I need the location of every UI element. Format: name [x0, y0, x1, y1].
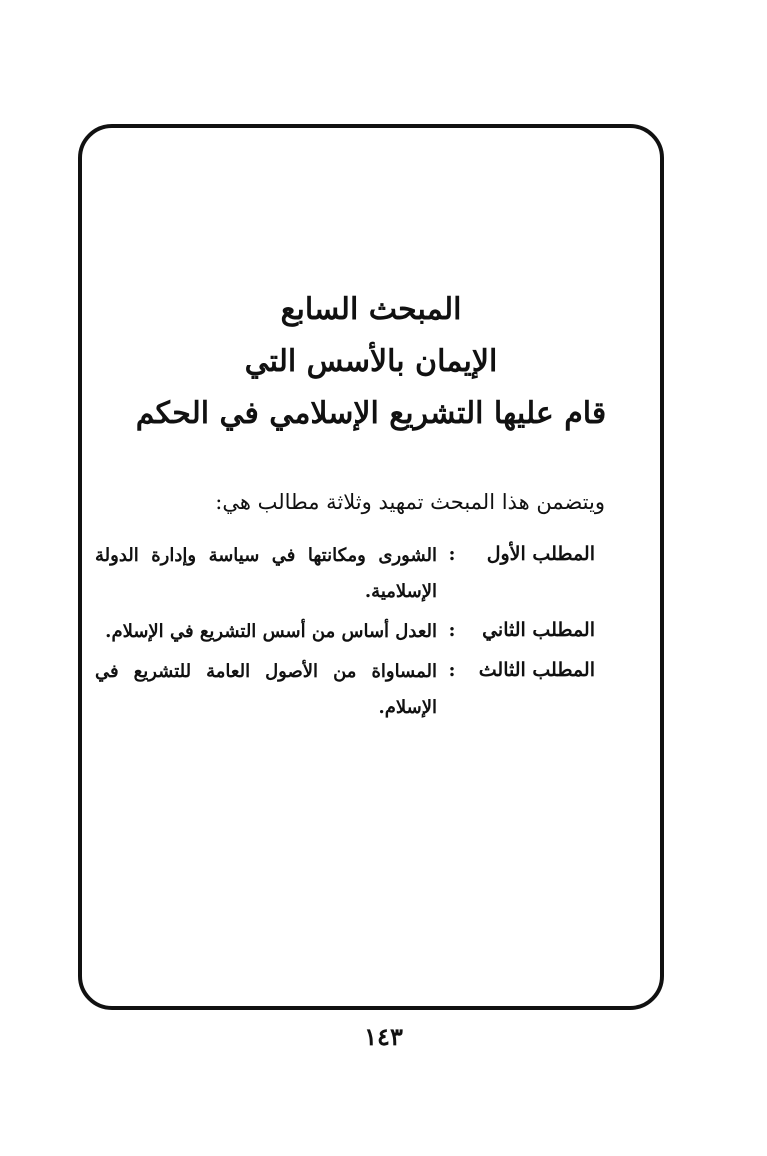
topic-separator: : [448, 659, 456, 681]
chapter-heading [82, 284, 660, 440]
topic-first [95, 538, 595, 610]
topic-text: الشورى ومكانتها في سياسة وإدارة الدولة الإسلامية. [95, 545, 437, 602]
heading-line-title: الإيمان بالأسس التي [244, 344, 498, 379]
topic-text: المساواة من الأصول العامة للتشريع في الإسلام. [95, 661, 437, 718]
topic-separator: : [448, 543, 456, 565]
heading-line-subtitle: قام عليها التشريع الإسلامي في الحكم [135, 396, 607, 431]
topic-second [95, 614, 595, 650]
topic-name: المطلب الثالث [478, 659, 595, 681]
intro-text: ويتضمن هذا المبحث تمهيد وثلاثة مطالب هي: [215, 490, 605, 514]
topics-list [95, 538, 595, 730]
heading-line-section: المبحث السابع [280, 292, 462, 327]
topic-name: المطلب الثاني [482, 619, 595, 641]
topic-third [95, 654, 595, 726]
topic-name: المطلب الأول [486, 543, 595, 565]
topic-separator: : [448, 619, 456, 641]
page-number: ١٤٣ [364, 1022, 403, 1051]
topic-text: العدل أساس من أسس التشريع في الإسلام. [105, 621, 437, 642]
